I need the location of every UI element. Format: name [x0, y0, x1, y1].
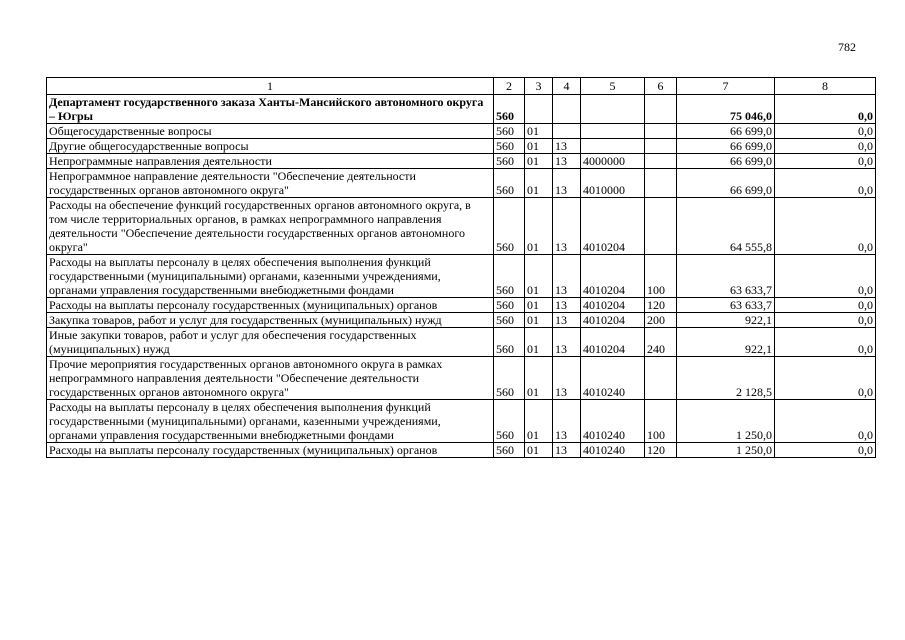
- cell-code-6: 120: [645, 298, 677, 313]
- cell-code-5: 4010204: [581, 328, 645, 357]
- row-name: Прочие мероприятия государственных органов автономного округа в рамках непрограммного направления деятельности "Обеспечение деятельности государственных органов автономного округа": [47, 357, 494, 400]
- cell-amount-8: 0,0: [775, 328, 876, 357]
- cell-code-6: 100: [645, 255, 677, 298]
- cell-code-3: 01: [525, 443, 553, 458]
- cell-code-6: [645, 124, 677, 139]
- cell-code-5: [581, 124, 645, 139]
- cell-code-3: 01: [525, 313, 553, 328]
- cell-code-4: 13: [553, 443, 581, 458]
- cell-amount-7: 63 633,7: [677, 255, 775, 298]
- cell-code-2: 560: [494, 124, 525, 139]
- cell-code-3: 01: [525, 198, 553, 255]
- cell-code-4: [553, 95, 581, 124]
- row-name: Расходы на выплаты персоналу государственных (муниципальных) органов: [47, 298, 494, 313]
- cell-amount-7: 75 046,0: [677, 95, 775, 124]
- cell-amount-8: 0,0: [775, 313, 876, 328]
- cell-amount-7: 63 633,7: [677, 298, 775, 313]
- cell-code-2: 560: [494, 313, 525, 328]
- column-header: 2: [494, 78, 525, 95]
- cell-code-6: [645, 154, 677, 169]
- table-row: [47, 313, 876, 328]
- cell-amount-8: 0,0: [775, 169, 876, 198]
- cell-code-2: 560: [494, 198, 525, 255]
- cell-code-5: 4010240: [581, 357, 645, 400]
- cell-code-3: 01: [525, 328, 553, 357]
- cell-amount-8: 0,0: [775, 198, 876, 255]
- table-row: [47, 198, 876, 255]
- cell-code-2: 560: [494, 357, 525, 400]
- column-header: 5: [581, 78, 645, 95]
- cell-code-3: 01: [525, 298, 553, 313]
- cell-code-5: 4010204: [581, 198, 645, 255]
- table-row: [47, 357, 876, 400]
- cell-code-2: 560: [494, 255, 525, 298]
- cell-code-6: 200: [645, 313, 677, 328]
- row-name: Непрограммное направление деятельности "Обеспечение деятельности государственных органов автономного округа": [47, 169, 494, 198]
- cell-amount-7: 2 128,5: [677, 357, 775, 400]
- cell-code-5: 4010000: [581, 169, 645, 198]
- cell-code-3: 01: [525, 169, 553, 198]
- cell-code-4: 13: [553, 298, 581, 313]
- column-header: 7: [677, 78, 775, 95]
- cell-code-4: 13: [553, 400, 581, 443]
- cell-code-4: 13: [553, 139, 581, 154]
- cell-code-6: [645, 139, 677, 154]
- row-name: Расходы на выплаты персоналу государственных (муниципальных) органов: [47, 443, 494, 458]
- cell-amount-7: 66 699,0: [677, 124, 775, 139]
- cell-code-4: 13: [553, 357, 581, 400]
- table-header-row: [47, 78, 876, 95]
- cell-amount-8: 0,0: [775, 95, 876, 124]
- cell-amount-7: 66 699,0: [677, 154, 775, 169]
- cell-code-2: 560: [494, 443, 525, 458]
- cell-code-5: 4010204: [581, 298, 645, 313]
- cell-code-5: 4010204: [581, 313, 645, 328]
- column-header: 1: [47, 78, 494, 95]
- cell-code-6: 100: [645, 400, 677, 443]
- cell-code-4: 13: [553, 154, 581, 169]
- cell-code-3: 01: [525, 357, 553, 400]
- cell-code-5: 4000000: [581, 154, 645, 169]
- cell-code-4: 13: [553, 328, 581, 357]
- table-row: [47, 255, 876, 298]
- table-row: [47, 298, 876, 313]
- column-header: 8: [775, 78, 876, 95]
- table-body: [47, 95, 876, 458]
- cell-code-2: 560: [494, 298, 525, 313]
- cell-amount-8: 0,0: [775, 298, 876, 313]
- cell-code-2: 560: [494, 154, 525, 169]
- row-name: Иные закупки товаров, работ и услуг для обеспечения государственных (муниципальных) нужд: [47, 328, 494, 357]
- cell-code-3: 01: [525, 255, 553, 298]
- page-number: 782: [838, 40, 856, 54]
- cell-amount-8: 0,0: [775, 255, 876, 298]
- cell-code-3: 01: [525, 154, 553, 169]
- table-row: [47, 139, 876, 154]
- cell-amount-8: 0,0: [775, 124, 876, 139]
- cell-amount-7: 922,1: [677, 313, 775, 328]
- cell-code-2: 560: [494, 95, 525, 124]
- cell-amount-8: 0,0: [775, 139, 876, 154]
- table-row: [47, 124, 876, 139]
- cell-code-6: [645, 169, 677, 198]
- column-header: 3: [525, 78, 553, 95]
- cell-amount-8: 0,0: [775, 443, 876, 458]
- column-header: 6: [645, 78, 677, 95]
- table-row: [47, 328, 876, 357]
- cell-code-5: 4010240: [581, 443, 645, 458]
- row-name: Другие общегосударственные вопросы: [47, 139, 494, 154]
- column-header: 4: [553, 78, 581, 95]
- cell-code-3: [525, 95, 553, 124]
- cell-code-2: 560: [494, 169, 525, 198]
- row-name: Непрограммные направления деятельности: [47, 154, 494, 169]
- table-row: [47, 443, 876, 458]
- cell-amount-8: 0,0: [775, 400, 876, 443]
- cell-code-5: [581, 139, 645, 154]
- cell-code-6: 240: [645, 328, 677, 357]
- cell-code-3: 01: [525, 124, 553, 139]
- cell-code-5: 4010240: [581, 400, 645, 443]
- cell-amount-7: 1 250,0: [677, 400, 775, 443]
- cell-amount-7: 922,1: [677, 328, 775, 357]
- cell-code-4: 13: [553, 313, 581, 328]
- row-name: Расходы на обеспечение функций государственных органов автономного округа, в том числе территориальных органов, в рамках непрограммного направления деятельности "Обеспечение деятельности государственных органов автономного округа": [47, 198, 494, 255]
- cell-code-3: 01: [525, 400, 553, 443]
- table-row: [47, 154, 876, 169]
- cell-code-2: 560: [494, 400, 525, 443]
- cell-amount-8: 0,0: [775, 357, 876, 400]
- cell-code-2: 560: [494, 328, 525, 357]
- table-row: [47, 95, 876, 124]
- cell-amount-7: 66 699,0: [677, 169, 775, 198]
- cell-amount-7: 66 699,0: [677, 139, 775, 154]
- row-name: Закупка товаров, работ и услуг для государственных (муниципальных) нужд: [47, 313, 494, 328]
- row-name: Общегосударственные вопросы: [47, 124, 494, 139]
- row-name: Департамент государственного заказа Ханты-Мансийского автономного округа – Югры: [47, 95, 494, 124]
- cell-amount-7: 1 250,0: [677, 443, 775, 458]
- row-name: Расходы на выплаты персоналу в целях обеспечения выполнения функций государственными (муниципальными) органами, казенными учреждениями, органами управления государственными внебюджетными фондами: [47, 400, 494, 443]
- cell-code-6: [645, 357, 677, 400]
- cell-code-4: 13: [553, 198, 581, 255]
- cell-amount-7: 64 555,8: [677, 198, 775, 255]
- cell-code-3: 01: [525, 139, 553, 154]
- cell-code-4: [553, 124, 581, 139]
- cell-code-5: 4010204: [581, 255, 645, 298]
- table-row: [47, 169, 876, 198]
- table-row: [47, 400, 876, 443]
- row-name: Расходы на выплаты персоналу в целях обеспечения выполнения функций государственными (муниципальными) органами, казенными учреждениями, органами управления государственными внебюджетными фондами: [47, 255, 494, 298]
- cell-code-6: [645, 198, 677, 255]
- cell-code-4: 13: [553, 169, 581, 198]
- cell-code-2: 560: [494, 139, 525, 154]
- cell-code-6: 120: [645, 443, 677, 458]
- cell-code-4: 13: [553, 255, 581, 298]
- budget-table: [46, 77, 876, 458]
- cell-code-6: [645, 95, 677, 124]
- cell-code-5: [581, 95, 645, 124]
- cell-amount-8: 0,0: [775, 154, 876, 169]
